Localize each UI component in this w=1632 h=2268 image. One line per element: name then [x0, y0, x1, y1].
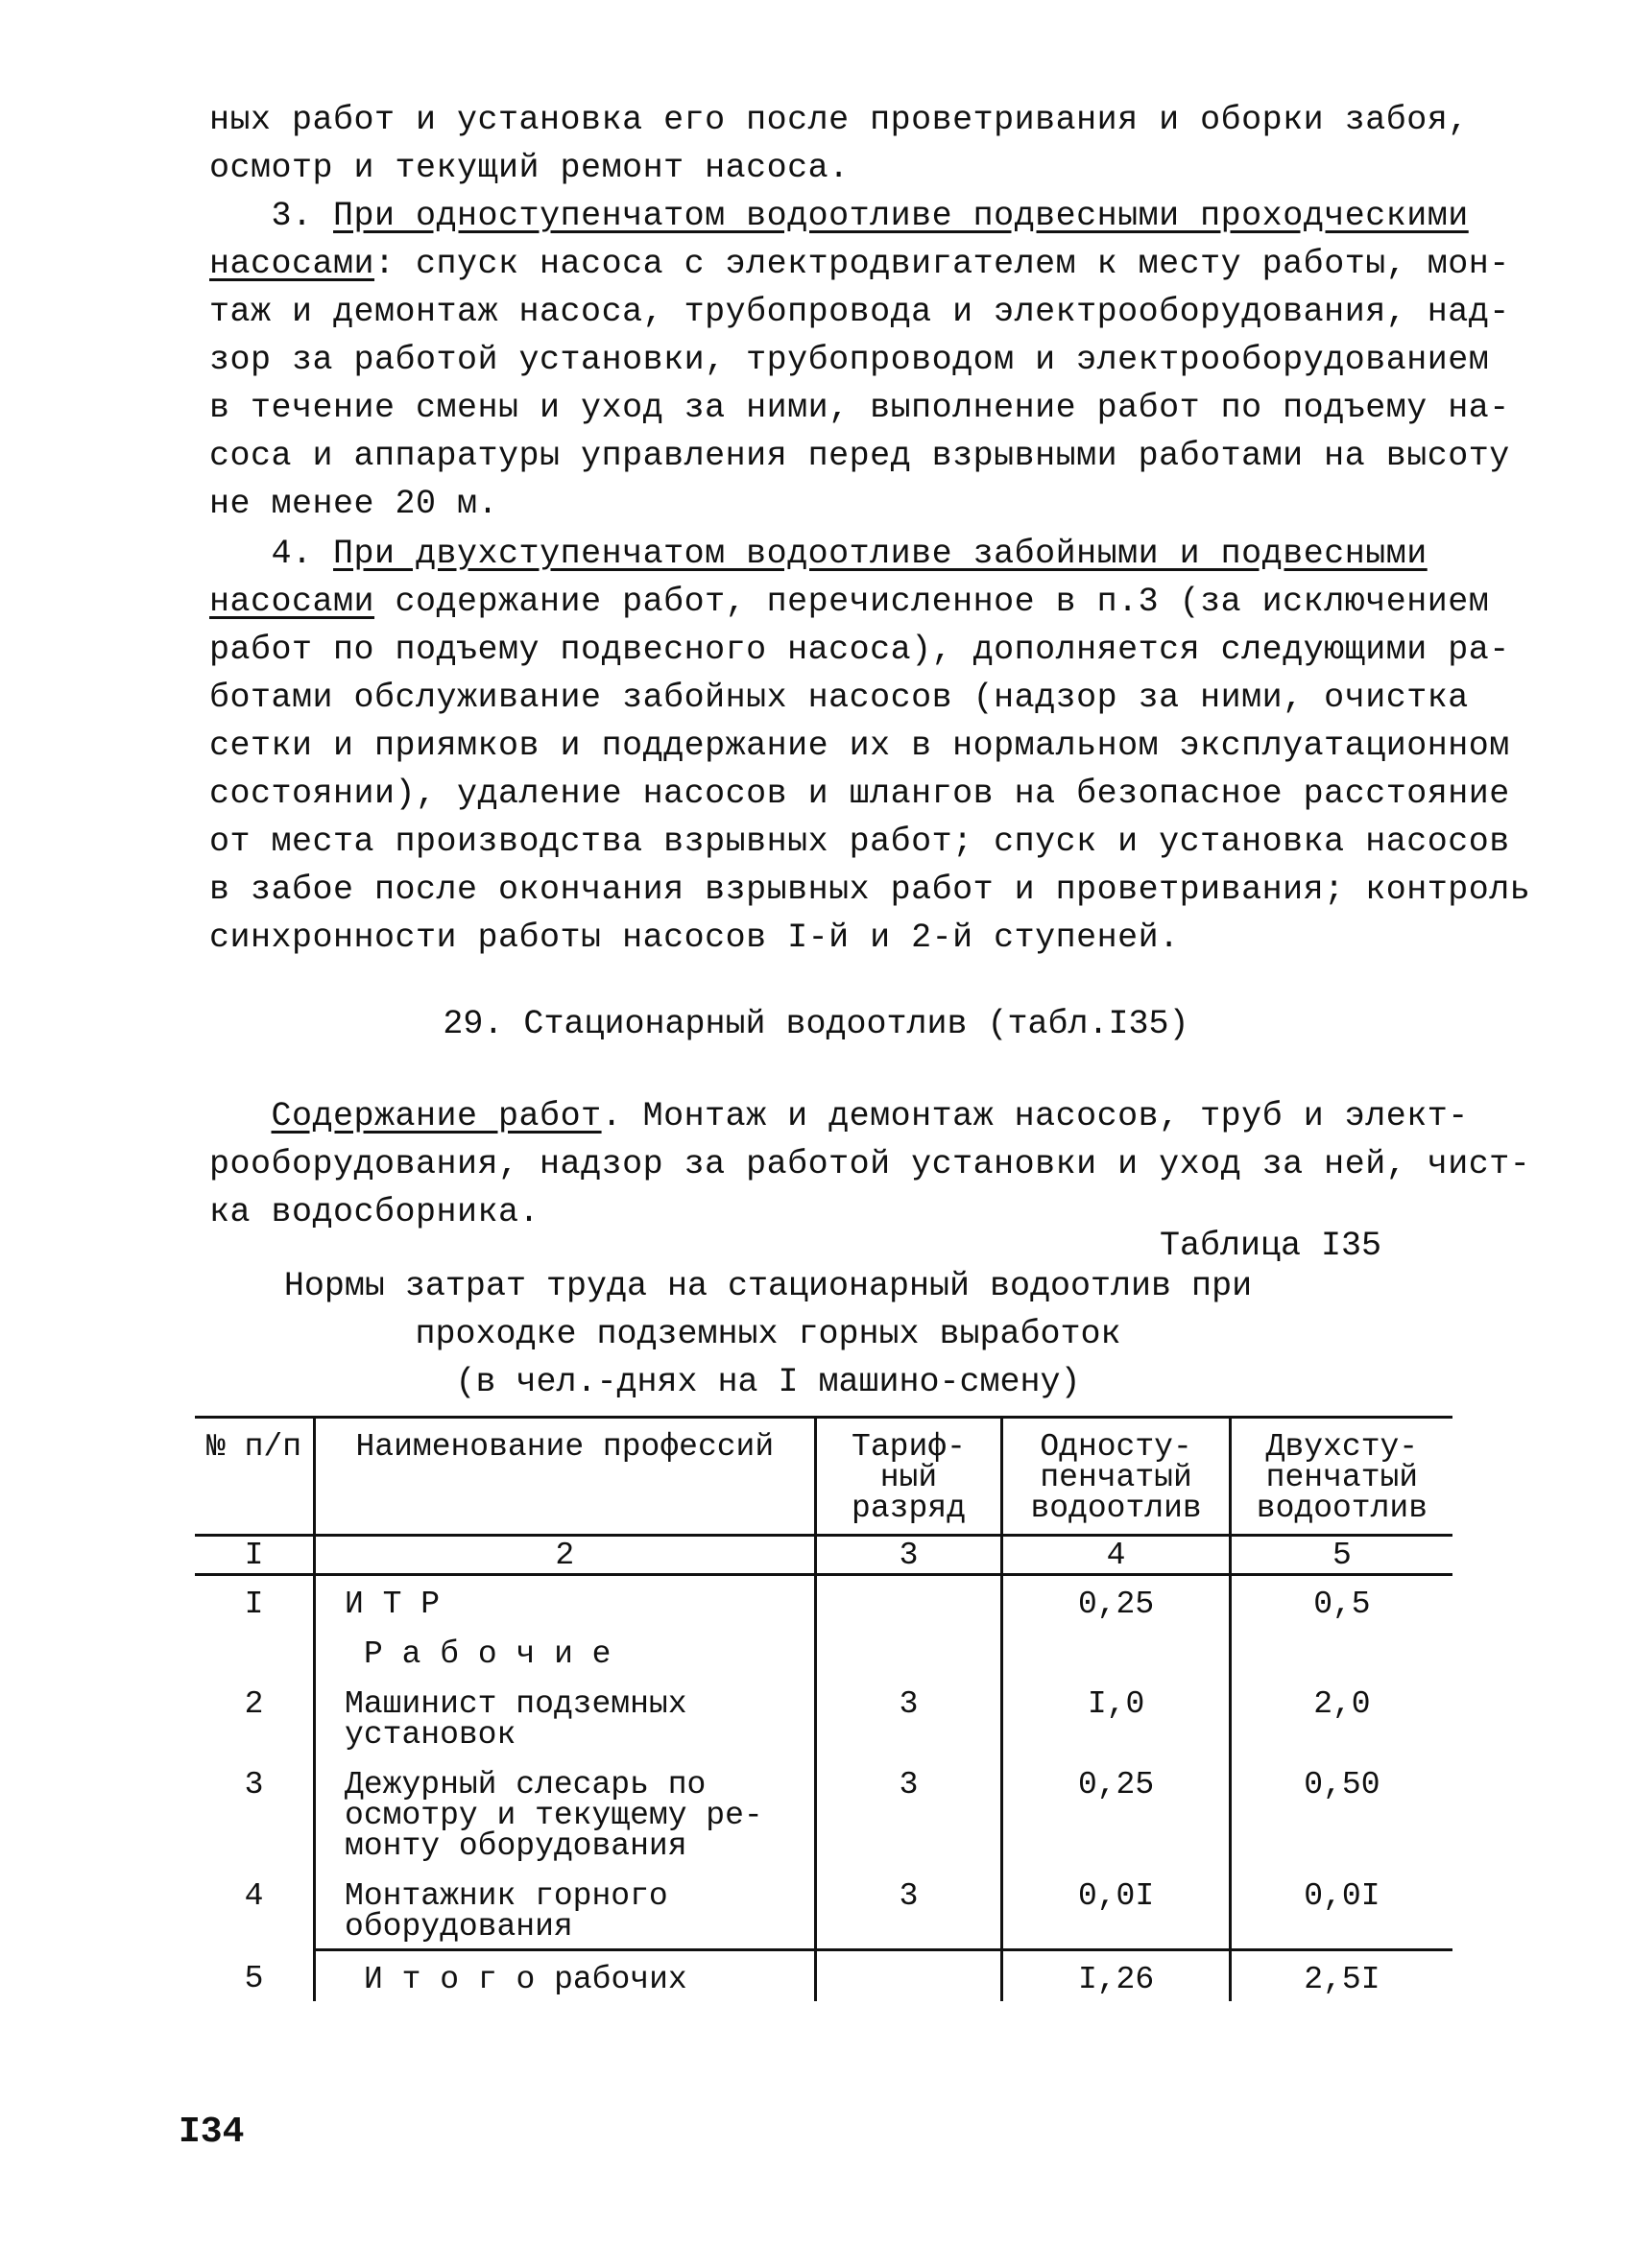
row-single: 0,25	[1002, 1756, 1230, 1868]
row-double: 2,5I	[1230, 1950, 1452, 2002]
page-number: I34	[179, 2112, 245, 2153]
text-line: таж и демонтаж насоса, трубопровода и электрооборудования, над-	[209, 293, 1510, 331]
table-row	[195, 1868, 1452, 1950]
table-title-line: (в чел.-днях на I машино-смену)	[455, 1363, 1081, 1401]
text-line: в течение смены и уход за ними, выполнение работ по подъему на-	[209, 389, 1510, 427]
row-no: 4	[244, 1878, 264, 1914]
column-number: 2	[315, 1536, 816, 1575]
row-grade: 3	[815, 1868, 1002, 1950]
text-line: зор за работой установки, трубопроводом и электрооборудованием	[209, 341, 1490, 379]
table-row	[195, 1756, 1452, 1868]
row-grade	[815, 1575, 1002, 1627]
text-line: ка водосборника.	[209, 1193, 540, 1231]
row-double: 0,0I	[1230, 1868, 1452, 1950]
table-row	[195, 1676, 1452, 1756]
text-line: 3. При одноступенчатом водоотливе подвесными проходческими	[209, 197, 1469, 235]
row-double: 0,5	[1230, 1575, 1452, 1627]
text-line: работ по подъему подвесного насоса), дополняется следующими ра-	[209, 631, 1510, 669]
row-double	[1230, 1626, 1452, 1676]
text-line: рооборудования, надзор за работой установки и уход за ней, чист-	[209, 1145, 1531, 1183]
row-double: 2,0	[1230, 1676, 1452, 1756]
table-header-row	[195, 1418, 1452, 1536]
table-label: Таблица I35	[1160, 1227, 1382, 1265]
row-no	[195, 1626, 315, 1676]
row-name: Р а б о ч и е	[315, 1626, 816, 1676]
header-grade: Тариф-ный разряд	[815, 1418, 1002, 1536]
table-title-line: проходке подземных горных выработок	[415, 1315, 1121, 1353]
table-title-line: Нормы затрат труда на стационарный водоотлив при	[283, 1267, 1253, 1305]
table-title	[240, 1262, 1296, 1406]
text-line: насосами содержание работ, перечисленное в п.3 (за исключением	[209, 583, 1490, 621]
row-name: Машинист подземных установок	[315, 1676, 816, 1756]
row-double: 0,50	[1230, 1756, 1452, 1868]
text-line: в забое после окончания взрывных работ и проветривания; контроль	[209, 871, 1531, 909]
section-heading: 29. Стационарный водоотлив (табл.I35)	[443, 1005, 1189, 1043]
row-single: 0,0I	[1002, 1868, 1230, 1950]
column-number: 3	[815, 1536, 1002, 1575]
row-single: 0,25	[1002, 1575, 1230, 1627]
header-two-stage: Двухсту-пенчатый водоотлив	[1230, 1418, 1452, 1536]
row-single	[1002, 1626, 1230, 1676]
text-line: 4. При двухступенчатом водоотливе забойными и подвесными	[209, 535, 1428, 573]
text-line: сетки и приямков и поддержание их в нормальном эксплуатационном	[209, 727, 1510, 765]
row-single: I,0	[1002, 1676, 1230, 1756]
row-grade: 3	[815, 1676, 1002, 1756]
labor-norms-table	[195, 1416, 1452, 2001]
row-single: I,26	[1002, 1950, 1230, 2002]
row-no: 3	[244, 1767, 264, 1802]
text-line: от места производства взрывных работ; спуск и установка насосов	[209, 823, 1510, 861]
text-line: ных работ и установка его после проветривания и оборки забоя,	[209, 101, 1469, 139]
column-number: I	[195, 1536, 315, 1575]
item-4-paragraph	[209, 530, 1531, 962]
column-number: 5	[1230, 1536, 1452, 1575]
text-line: не менее 20 м.	[209, 485, 499, 523]
text-line: насосами: спуск насоса с электродвигателем к месту работы, мон-	[209, 245, 1510, 283]
table-row	[195, 1626, 1452, 1676]
header-name: Наименование профессий	[315, 1418, 816, 1536]
table-row	[195, 1575, 1452, 1627]
table-total-row	[195, 1950, 1452, 2002]
row-grade	[815, 1626, 1002, 1676]
row-grade: 3	[815, 1756, 1002, 1868]
row-name: И т о г о рабочих	[315, 1950, 816, 2002]
text-line: синхронности работы насосов I-й и 2-й ступеней.	[209, 919, 1180, 957]
column-number: 4	[1002, 1536, 1230, 1575]
row-no: 5	[244, 1960, 264, 1996]
text-line: соса и аппаратуры управления перед взрывными работами на высоту	[209, 437, 1510, 475]
row-name: И Т Р	[315, 1575, 816, 1627]
item-3-paragraph	[209, 192, 1510, 528]
text-line: состоянии), удаление насосов и шлангов на безопасное расстояние	[209, 775, 1510, 813]
row-no: I	[244, 1587, 264, 1622]
header-no: № п/п	[195, 1418, 315, 1536]
content-paragraph	[209, 1092, 1531, 1236]
row-name: Дежурный слесарь по осмотру и текущему ре-монту оборудования	[315, 1756, 816, 1868]
intro-paragraph	[209, 96, 1469, 192]
text-line: Содержание работ. Монтаж и демонтаж насосов, труб и элект-	[271, 1097, 1469, 1135]
header-single-stage: Односту-пенчатый водоотлив	[1002, 1418, 1230, 1536]
text-line: ботами обслуживание забойных насосов (надзор за ними, очистка	[209, 679, 1469, 717]
row-name: Монтажник горного оборудования	[315, 1868, 816, 1950]
row-grade	[815, 1950, 1002, 2002]
column-number-row	[195, 1536, 1452, 1575]
text-line: осмотр и текущий ремонт насоса.	[209, 149, 850, 187]
row-no: 2	[244, 1686, 264, 1722]
